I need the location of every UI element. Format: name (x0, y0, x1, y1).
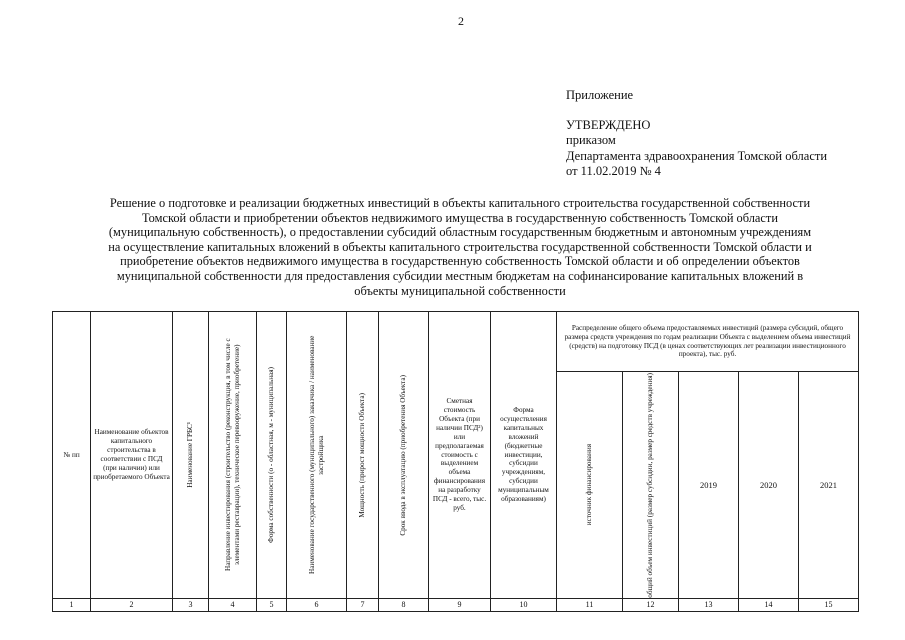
column-number: 11 (557, 599, 623, 612)
approval-block (566, 88, 827, 180)
order-date-number: от 11.02.2019 № 4 (566, 164, 661, 178)
column-number: 5 (257, 599, 287, 612)
header-funding-source: источник финансирования (557, 372, 623, 599)
header-year-2019: 2019 (679, 372, 739, 599)
header-object-name: Наименование объектов капитального строительства в соответствии с ПСД (при наличии) или приобретаемого Объекта (91, 312, 173, 599)
column-number: 12 (623, 599, 679, 612)
header-commissioning-date: Срок ввода в эксплуатацию (приобретения Объекта) (379, 312, 429, 599)
column-number: 4 (209, 599, 257, 612)
column-number: 1 (53, 599, 91, 612)
order-label: приказом (566, 133, 616, 147)
header-investment-form: Форма осуществления капитальных вложений (бюджетные инвестиции, субсидии учреждениям, субсидии муниципальным образованиям) (491, 312, 557, 599)
title-line: приобретение объектов недвижимого имущества в государственную собственность Томской области и об определении объектов (120, 254, 800, 269)
appendix-label: Приложение (566, 88, 634, 102)
header-capacity: Мощность (прирост мощности Объекта) (347, 312, 379, 599)
header-investment-direction: Направление инвестирования (строительство (реконструкция, в том числе с элементами реставрации), техническое перевооружение, приобретение) (209, 312, 257, 599)
header-grbs: Наименование ГРБС¹ (173, 312, 209, 599)
department-name: Департамента здравоохранения Томской области (566, 148, 828, 163)
title-line: муниципальной собственности для предоставления субсидии местным бюджетам на софинансирование капитальных вложений в (116, 268, 804, 283)
column-number: 6 (287, 599, 347, 612)
header-distribution-group: Распределение общего объема предоставляемых инвестиций (размера субсидий, общего размера средств учреждения по годам реализации Объекта с выделением объема инвестиций (средств) на подготовку ПСД (в ценах соответствующих лет реализации инвестиционного проекта), тыс. руб. (557, 312, 859, 372)
column-number: 8 (379, 599, 429, 612)
header-customer: Наименование государственного (муниципального) заказчика / наименование застройщика (287, 312, 347, 599)
column-number: 9 (429, 599, 491, 612)
page-number: 2 (458, 14, 464, 28)
column-number: 3 (173, 599, 209, 612)
column-numbers-row (53, 599, 859, 612)
title-line: (муниципальную собственность), о предоставлении субсидий областным государственным бюджетным и автономным учреждениям (108, 225, 812, 240)
column-number: 2 (91, 599, 173, 612)
column-number: 7 (347, 599, 379, 612)
header-year-2021: 2021 (799, 372, 859, 599)
column-number: 15 (799, 599, 859, 612)
column-number: 10 (491, 599, 557, 612)
column-number: 13 (679, 599, 739, 612)
title-line: Решение о подготовке и реализации бюджетных инвестиций в объекты капитального строительства государственной собственности (109, 196, 811, 210)
header-total-investment: общий объем инвестиций (размер субсидии, размер средств учреждения) (623, 372, 679, 599)
title-line: на осуществление капитальных вложений в объекты капитального строительства государственной собственности Томской области и (108, 239, 812, 254)
header-ownership-form: Форма собственности (о - областная, м - муниципальная) (257, 312, 287, 599)
header-number: № пп (53, 312, 91, 599)
column-number: 14 (739, 599, 799, 612)
header-estimated-cost: Сметная стоимость Объекта (при наличии ПСД²) или предполагаемая стоимость с выделением объема финансирования на разработку ПСД - всего, тыс. руб. (429, 312, 491, 599)
approved-label: УТВЕРЖДЕНО (566, 117, 651, 132)
title-line: Томской области и приобретении объектов недвижимого имущества в государственную собственность Томской области (142, 210, 778, 225)
title-line: объекты муниципальной собственности (354, 283, 566, 298)
header-year-2020: 2020 (739, 372, 799, 599)
document-title (52, 196, 868, 298)
investment-table (52, 311, 859, 612)
